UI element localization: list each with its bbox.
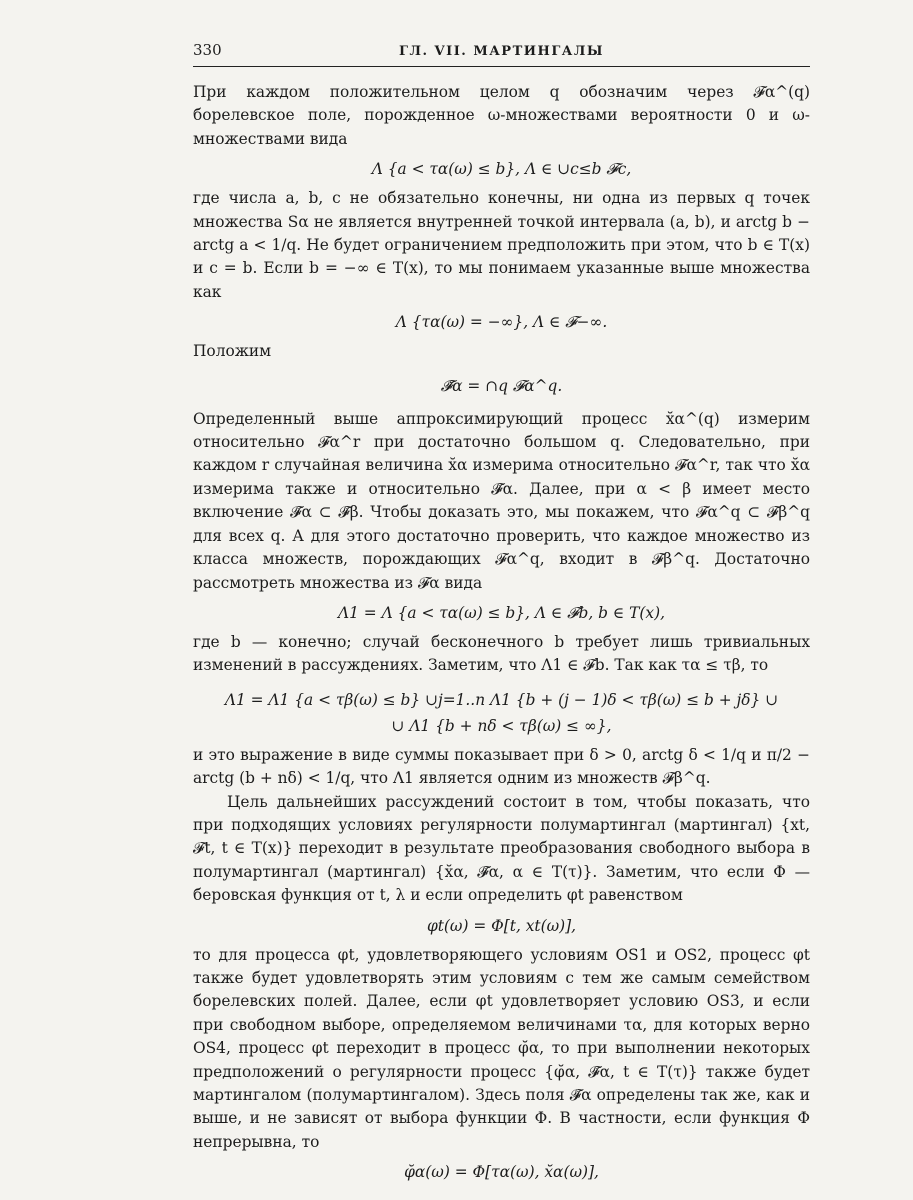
paragraph-5: где b — конечно; случай бесконечного b требует лишь тривиальных изменений в рассуждениях. Заметим, что Λ1 ∈ 𝓕b. Так как τα ≤ τβ, то	[193, 632, 810, 675]
paragraph-7: Цель дальнейших рассуждений состоит в том, чтобы показать, что при подходящих условиях регулярности полумартингал (мартингал) {xt, 𝓕t, t ∈ T(x)} переходит в результате преобразования свободного выбора в полумартингал (мартингал) {x̆α, 𝓕̆α, α ∈ T(τ)}. Заметим, что если Φ — беровская функция от t, λ и если определить φt равенством	[193, 792, 810, 905]
paragraph-1: При каждом положительном целом q обозначим через 𝓕α^(q) борелевское поле, порожденное ω-множествами вероятности 0 и ω-множествами вида	[193, 83, 810, 148]
paragraph-2: где числа a, b, c не обязательно конечны, ни одна из первых q точек множества Sα не является внутренней точкой интервала (a, b), и arctg b − arctg a < 1/q. Не будет ограничением предположить при этом, что b ∈ T(x) и c = b. Если b = −∞ ∈ T(x), то мы понимаем указанные выше множества как	[193, 189, 810, 301]
paragraph-8: то для процесса φt, удовлетворяющего условиям OS1 и OS2, процесс φt также будет удовлетворять этим условиям с тем же самым семейством борелевских полей. Далее, если φt удовлетворяет условию OS3, и если при свободном выборе, определяемом величинами τα, для которых верно OS4, процесс φt переходит в процесс φ̆α, то при выполнении некоторых предположений о регулярности процесс {φ̆α, 𝓕̆α, t ∈ T(τ)} также будет мартингалом (полумартингалом). Здесь поля 𝓕̆α определены так же, как и выше, и не зависят от выбора функции Φ. В частности, если функция Φ непрерывна, то	[193, 945, 810, 1151]
paragraph-4: Определенный выше аппроксимирующий процесс x̆α^(q) измерим относительно 𝓕α^r при достаточно большом q. Следовательно, при каждом r случайная величина x̆α измерима относительно 𝓕α^r, так что x̆α измерима также и относительно 𝓕̆α. Далее, при α < β имеет место включение 𝓕̆α ⊂ 𝓕̆β. Чтобы доказать это, мы покажем, что 𝓕α^q ⊂ 𝓕β^q для всех q. А для этого достаточно проверить, что каждое множество из класса множеств, порождающих 𝓕α^q, входит в 𝓕β^q. Достаточно рассмотреть множества из 𝓕α вида	[193, 409, 810, 592]
running-header	[193, 40, 810, 67]
paragraph-6: и это выражение в виде суммы показывает при δ > 0, arctg δ < 1/q и π/2 − arctg (b + nδ) < 1/q, что Λ1 является одним из множеств 𝓕β^q.	[193, 745, 810, 788]
page-number: 330	[193, 41, 222, 59]
formula-4: Λ1 = Λ {a < τα(ω) ≤ b}, Λ ∈ 𝓕b, b ∈ T(x),	[338, 603, 665, 622]
formula-7: φ̆α(ω) = Φ[τα(ω), x̆α(ω)],	[404, 1163, 599, 1182]
formula-5a: Λ1 = Λ1 {a < τβ(ω) ≤ b} ∪j=1..n Λ1 {b + (j − 1)δ < τβ(ω) ≤ b + jδ} ∪	[224, 690, 779, 709]
formula-1: Λ {a < τα(ω) ≤ b}, Λ ∈ ∪c≤b 𝓕c,	[371, 160, 632, 179]
formula-6: φt(ω) = Φ[t, xt(ω)],	[426, 916, 577, 935]
chapter-title: ГЛ. VII. МАРТИНГАЛЫ	[399, 44, 604, 59]
paragraph-3: Положим	[193, 342, 272, 361]
book-page	[193, 40, 810, 1190]
formula-2: Λ {τα(ω) = −∞}, Λ ∈ 𝓕−∞.	[395, 313, 608, 332]
formula-3: 𝓕̆α = ∩q 𝓕α^q.	[440, 376, 563, 395]
formula-5b: ∪ Λ1 {b + nδ < τβ(ω) ≤ ∞},	[391, 716, 612, 735]
